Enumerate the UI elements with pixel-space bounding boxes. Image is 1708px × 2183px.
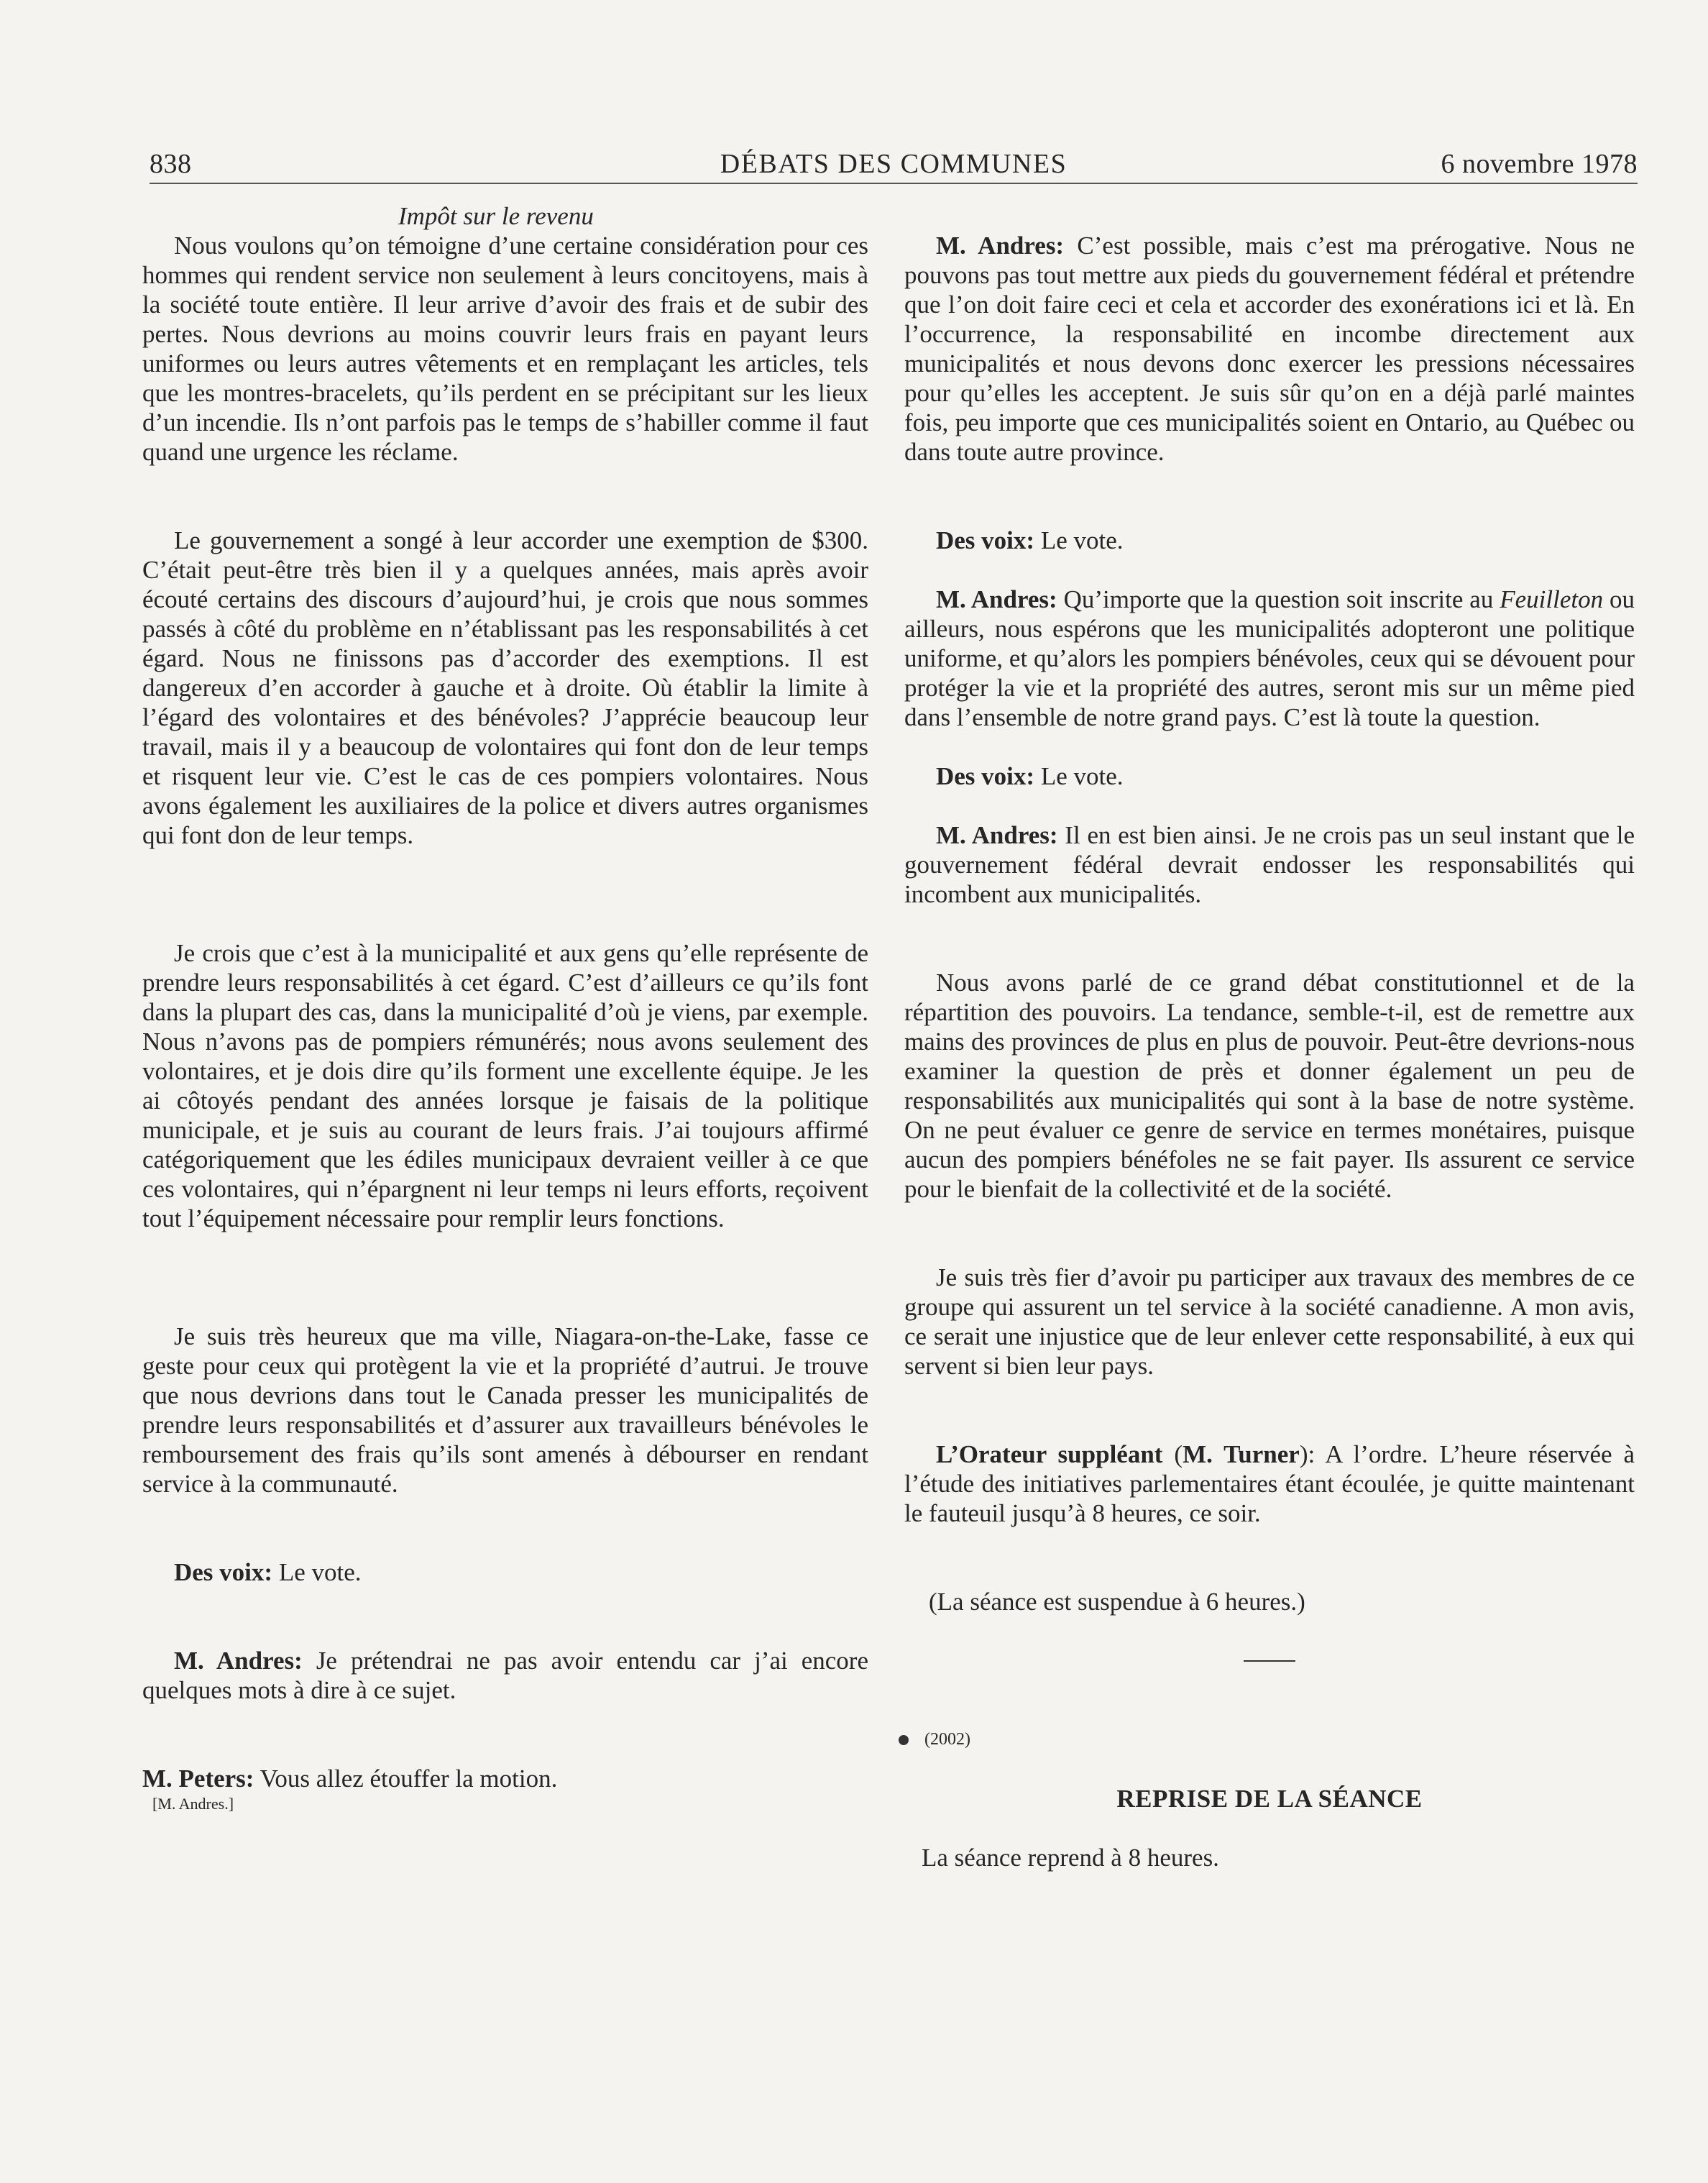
speaker-name: Des voix: — [936, 762, 1035, 790]
intervention — [142, 1646, 868, 1705]
publication-title: Feuilleton — [1500, 585, 1604, 613]
paragraph: Je crois que c’est à la municipalité et aux gens qu’elle représente de prendre leurs responsabilités à cet égard. C’est d’ailleurs ce qu’ils font dans la plupart des cas, dans la municipalité d’où je viens, par exemple. Nous n’avons pas de pompiers rémunérés; nous avons seulement des volontaires, et je dois dire qu’ils forment une excellente équipe. Je les ai côtoyés pendant des années lorsque je faisais de la politique municipale, et je suis au courant de leurs frais. J’ai toujours affirmé catégoriquement que les édiles municipaux devraient veiller à ce que ces volontaires, qui n’épargnent ni leur temps ni leurs efforts, reçoivent tout l’équipement nécessaire pour remplir leurs fonctions. — [142, 939, 868, 1232]
speech-text: Il en est bien ainsi. Je ne crois pas un seul instant que le gouvernement fédéral devrait endosser les responsabilités qui incombent aux municipalités. — [904, 821, 1635, 908]
speech-text: C’est possible, mais c’est ma prérogative. Nous ne pouvons pas tout mettre aux pieds du gouvernement fédéral et prétendre que l’on doit faire ceci et cela et accorder des exonérations ici et là. En l’occurrence, la responsabilité en incombe directement aux municipalités et nous devons donc exercer les pressions nécessaires pour qu’elles les acceptent. Je suis sûr qu’on en a déjà parlé maintes fois, peu importe que ces municipalités soient en Ontario, au Québec ou dans toute autre province. — [904, 232, 1635, 466]
resumption-text: La séance reprend à 8 heures. — [922, 1844, 1219, 1872]
bullet-icon — [899, 1735, 909, 1745]
intervention — [904, 526, 1635, 555]
intervention — [904, 761, 1635, 791]
speaker-surname: M. Turner — [1183, 1440, 1300, 1468]
speaker-name: M. Andres: — [174, 1647, 303, 1675]
speaker-name: M. Andres: — [936, 585, 1057, 613]
sitting-date: 6 novembre 1978 — [1441, 149, 1638, 179]
paragraph: Je suis très heureux que ma ville, Niagara-on-the-Lake, fasse ce geste pour ceux qui protègent la vie et la propriété d’autrui. Je trouve que nous devrions dans tout le Canada presser les municipalités de prendre leurs responsabilités et d’assurer aux travailleurs bénévoles le remboursement des frais qu’ils sont amenés à débourser en rendant service à la communauté. — [142, 1322, 868, 1498]
speech-text: Le vote. — [1034, 762, 1124, 790]
speech-text: Le vote. — [1034, 526, 1124, 554]
intervention — [904, 231, 1635, 467]
speaker-name: M. Andres: — [936, 232, 1065, 260]
paragraph: Je suis très fier d’avoir pu participer aux travaux des membres de ce groupe qui assurent un tel service à la société canadienne. A mon avis, ce serait une injustice que de leur enlever cette responsabilité, à eux qui servent si bien leur pays. — [904, 1263, 1635, 1380]
intervention — [142, 1557, 868, 1587]
speaker-paren: ( — [1162, 1440, 1183, 1468]
suspension-note: (La séance est suspendue à 6 heures.) — [929, 1588, 1305, 1616]
right-column — [904, 201, 1635, 1872]
speech-text: Vous allez étouffer la motion. — [254, 1765, 558, 1793]
speech-text: A l’ordre. L’heure réservée à l’étude des initiatives parlementaires étant écoulée, je quitte maintenant le fauteuil jusqu’à 8 heures, ce soir. — [904, 1440, 1635, 1527]
paragraph: Nous avons parlé de ce grand débat constitutionnel et de la répartition des pouvoirs. La tendance, semble-t-il, est de remettre aux mains des provinces de plus en plus de pouvoir. Peut-être devrions-nous examiner la question de près et donner également un peu de responsabilités aux municipalités qui sont à la base de notre système. On ne peut évaluer ce genre de service en termes monétaires, puisque aucun des pompiers bénéfoles ne se fait payer. Ils assurent ce service pour le bienfait de la collectivité et de la société. — [904, 969, 1635, 1203]
speech-text: Qu’importe que la question soit inscrite au — [1057, 585, 1500, 613]
running-head: Impôt sur le revenu — [398, 202, 594, 230]
speaker-name: L’Orateur suppléant — [936, 1440, 1163, 1468]
paragraph: Le gouvernement a songé à leur accorder une exemption de $300. C’était peut-être très bien il y a quelques années, mais après avoir écouté certains des discours d’aujourd’hui, je crois que nous sommes passés à côté du problème en n’établissant pas les responsabilités à cet égard. Nous ne finissons pas d’accorder des exemptions. Il est dangereux d’en accorder à gauche et à droite. Où établir la limite à l’égard des volontaires et des bénévoles? J’apprécie beaucoup leur travail, mais il y a beaucoup de volontaires qui font don de leur temps et risquent leur vie. C’est le cas de ces pompiers volontaires. Nous avons également les auxiliaires de la police et divers autres organismes qui font don de leur temps. — [142, 526, 868, 849]
speaker-name: Des voix: — [174, 1558, 273, 1586]
left-column — [142, 201, 868, 1815]
speaker-name: Des voix: — [936, 526, 1035, 554]
journal-title: DÉBATS DES COMMUNES — [720, 149, 1068, 179]
intervention — [904, 585, 1635, 732]
section-heading: REPRISE DE LA SÉANCE — [1116, 1785, 1423, 1813]
speaker-name: M. Andres: — [936, 821, 1058, 849]
speech-text: ou ailleurs, nous espérons que les municipalités adopteront une politique uniforme, et qu’alors les pompiers bénévoles, ceux qui se dévouent pour protéger la vie et la propriété des autres, seront mis sur un même pied dans l’ensemble de notre grand pays. C’est là toute la question. — [904, 585, 1635, 731]
speaker-name: M. Peters: — [142, 1765, 254, 1793]
page-number: 838 — [150, 149, 192, 179]
speech-text: Le vote. — [272, 1558, 362, 1586]
page-header — [150, 141, 1638, 184]
speaker-paren: ): — [1299, 1440, 1316, 1468]
time-marker-text: (2002) — [924, 1730, 970, 1749]
intervention — [904, 1440, 1635, 1528]
speaker-attribution: [M. Andres.] — [152, 1795, 234, 1813]
intervention — [904, 820, 1635, 909]
time-marker — [899, 1725, 1635, 1754]
intervention — [142, 1764, 868, 1793]
paragraph: Nous voulons qu’on témoigne d’une certaine considération pour ces hommes qui rendent service non seulement à leurs concitoyens, mais à la société toute entière. Il leur arrive d’avoir des frais et de subir des pertes. Nous devrions au moins couvrir leurs frais en payant leurs uniformes ou leurs autres vêtements et en remplaçant les articles, tels que les montres-bracelets, qu’ils perdent en se précipitant sur les lieux d’un incendie. Ils n’ont parfois pas le temps de s’habiller comme il faut quand une urgence les réclame. — [142, 232, 868, 466]
speech-text: Je prétendrai ne pas avoir entendu car j’ai encore quelques mots à dire à ce sujet. — [142, 1647, 868, 1704]
